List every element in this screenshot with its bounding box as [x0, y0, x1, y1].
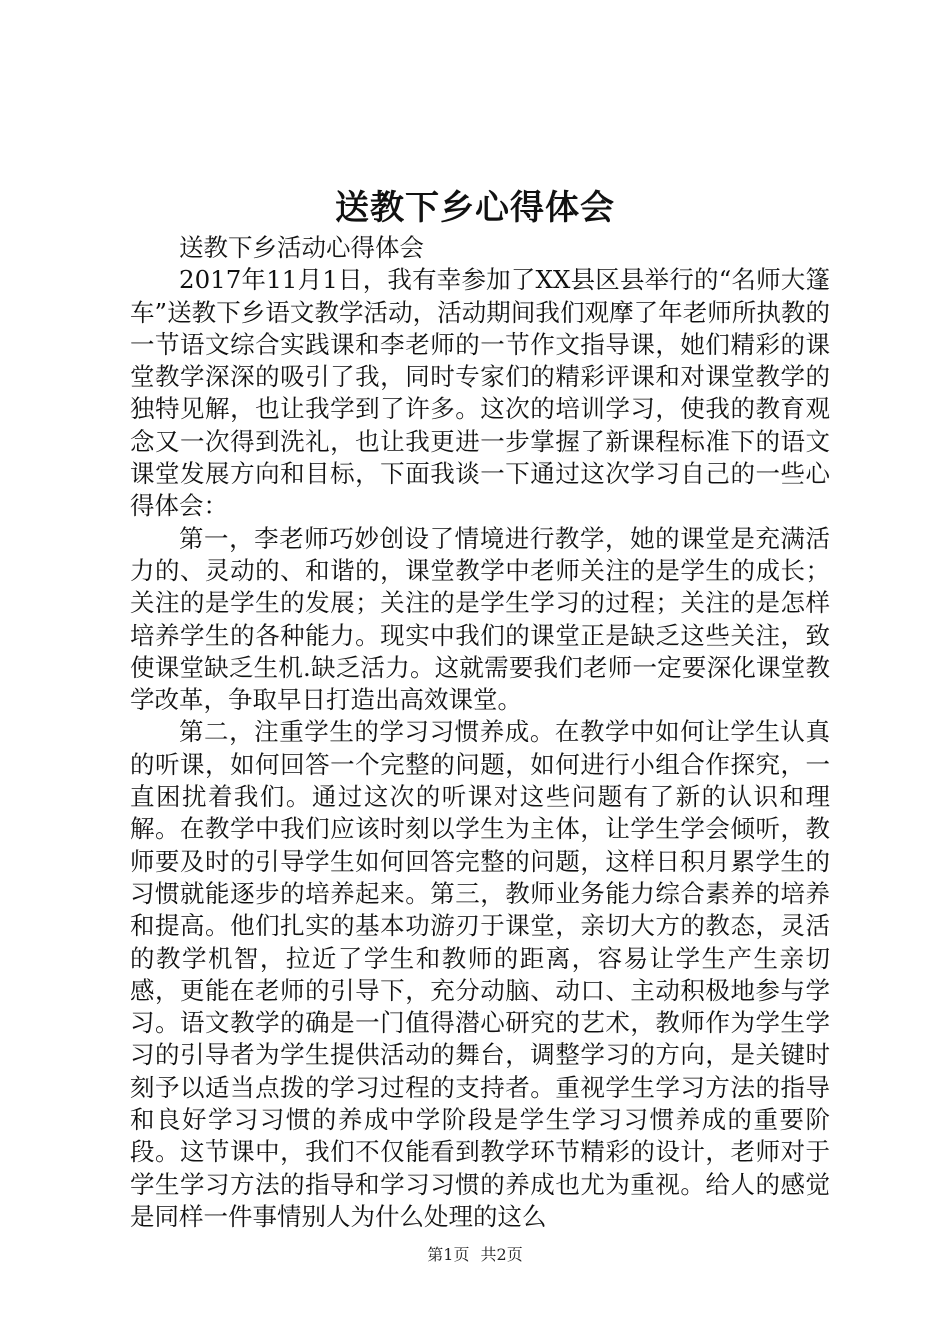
paragraph-subtitle: 送教下乡活动心得体会	[179, 233, 424, 262]
paragraph-intro: 2017年11月1日，我有幸参加了XX县区县举行的“名师大篷车”送教下乡语文教学活动，活动期间我们观摩了年老师所执教的一节语文综合实践课和李老师的一节作文指导课，她们精彩的课堂教学深深的吸引了我，同时专家们的精彩评课和对课堂教学的独特见解，也让我学到了许多。这次的培训学习，使我的教育观念又一次得到洗礼，也让我更进一步掌握了新课程标准下的语文课堂发展方向和目标，下面我谈一下通过这次学习自己的一些心得体会：	[130, 265, 830, 521]
page-total: 共2页	[480, 1245, 523, 1264]
paragraph-first-point: 第一，李老师巧妙创设了情境进行教学，她的课堂是充满活力的、灵动的、和谐的，课堂教学中老师关注的是学生的成长；关注的是学生的发展；关注的是学生学习的过程；关注的是怎样培养学生的各种能力。现实中我们的课堂正是缺乏这些关注，致使课堂缺乏生机.缺乏活力。这就需要我们老师一定要深化课堂教学改革，争取早日打造出高效课堂。	[130, 523, 830, 715]
page-number: 第1页	[427, 1245, 470, 1264]
document-body	[130, 232, 830, 1233]
document-title: 送教下乡心得体会	[335, 188, 615, 228]
paragraph-second-point: 第二，注重学生的学习习惯养成。在教学中如何让学生认真的听课，如何回答一个完整的问题，如何进行小组合作探究，一直困扰着我们。通过这次的听课对这些问题有了新的认识和理解。在教学中我们应该时刻以学生为主体，让学生学会倾听，教师要及时的引导学生如何回答完整的问题，这样日积月累学生的习惯就能逐步的培养起来。第三，教师业务能力综合素养的培养和提高。他们扎实的基本功游刃于课堂，亲切大方的教态，灵活的教学机智，拉近了学生和教师的距离，容易让学生产生亲切感，更能在老师的引导下，充分动脑、动口、主动积极地参与学习。语文教学的确是一门值得潜心研究的艺术，教师作为学生学习的引导者为学生提供活动的舞台，调整学习的方向，是关键时刻予以适当点拨的学习过程的支持者。重视学生学习方法的指导和良好学习习惯的养成中学阶段是学生学习习惯养成的重要阶段。这节课中，我们不仅能看到教学环节精彩的设计，老师对于学生学习方法的指导和学习习惯的养成也尤为重视。给人的感觉是同样一件事情别人为什么处理的这么	[130, 717, 830, 1231]
page-footer	[0, 1244, 950, 1266]
